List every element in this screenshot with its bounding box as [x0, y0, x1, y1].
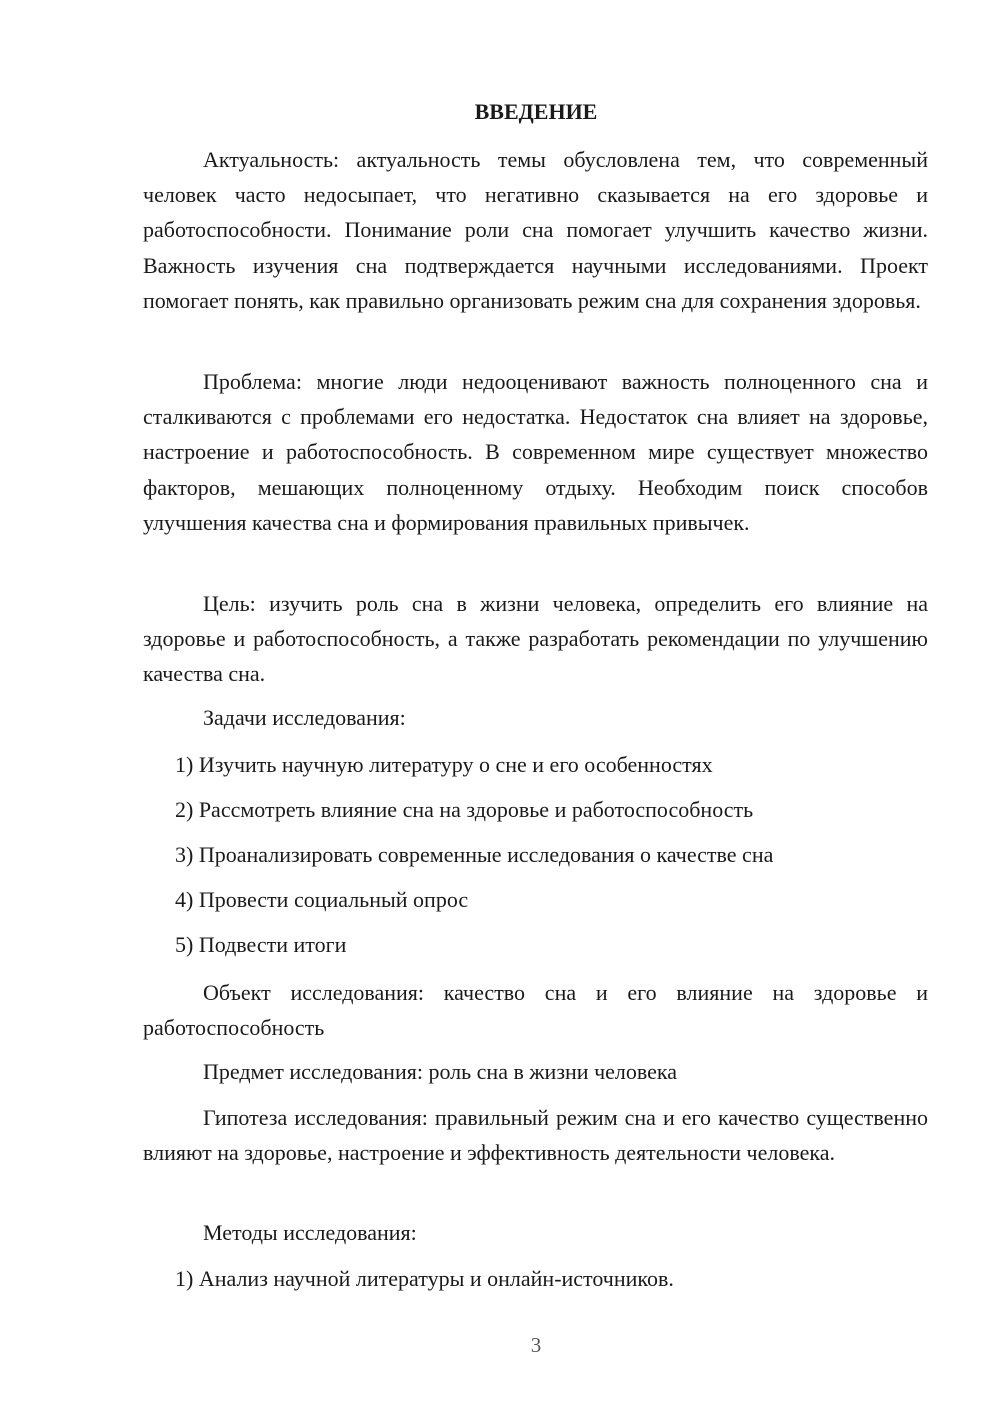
list-item: 1) Анализ научной литературы и онлайн-источников. [175, 1266, 674, 1291]
methods-title: Методы исследования: [203, 1220, 417, 1245]
list-item: 3) Проанализировать современные исследования о качестве сна [175, 842, 774, 867]
hypothesis-paragraph: Гипотеза исследования: правильный режим сна и его качество существенно влияют на здоровье, настроение и эффективность деятельности человека. [143, 1105, 928, 1166]
goal-paragraph: Цель: изучить роль сна в жизни человека, определить его влияние на здоровье и работоспособность, а также разработать рекомендации по улучшению качества сна. [143, 591, 928, 687]
object-paragraph: Объект исследования: качество сна и его влияние на здоровье и работоспособность [143, 980, 928, 1041]
page-title: ВВЕДЕНИЕ [474, 99, 598, 124]
list-item: 4) Провести социальный опрос [175, 887, 469, 912]
list-item: 5) Подвести итоги [175, 932, 347, 957]
list-item: 2) Рассмотреть влияние сна на здоровье и работоспособность [175, 797, 754, 822]
page-number: 3 [530, 1333, 542, 1357]
subject-paragraph: Предмет исследования: роль сна в жизни человека [203, 1059, 678, 1084]
list-item: 1) Изучить научную литературу о сне и его особенностях [175, 752, 713, 777]
problem-paragraph: Проблема: многие люди недооценивают важность полноценного сна и сталкиваются с проблемами его недостатка. Недостаток сна влияет на здоровье, настроение и работоспособность. В современном мире существует множество факторов, мешающих полноценному отдыху. Необходим поиск способов улучшения качества сна и формирования правильных привычек. [143, 369, 928, 535]
tasks-title: Задачи исследования: [203, 705, 406, 730]
relevance-paragraph: Актуальность: актуальность темы обусловлена тем, что современный человек часто недосыпает, что негативно сказывается на его здоровье и работоспособности. Понимание роли сна помогает улучшить качество жизни. Важность изучения сна подтверждается научными исследованиями. Проект помогает понять, как правильно организовать режим сна для сохранения здоровья. [143, 147, 928, 313]
